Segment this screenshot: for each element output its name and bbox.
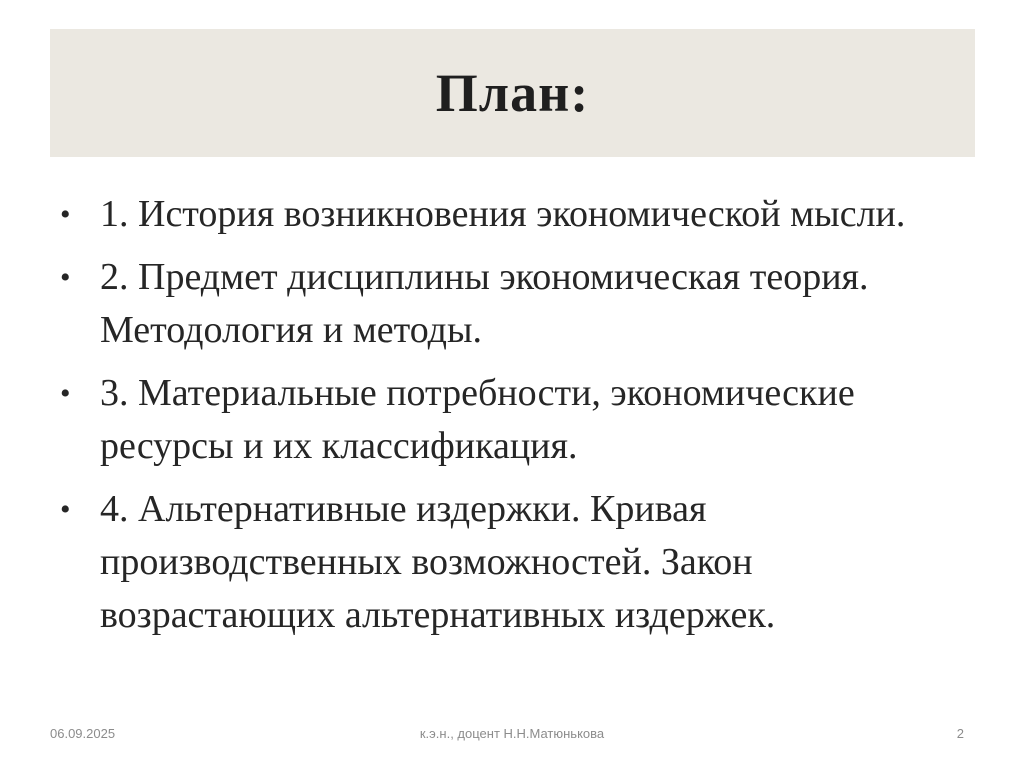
plan-list — [60, 188, 970, 652]
footer-date: 06.09.2025 — [50, 726, 116, 741]
plan-item-1 — [60, 188, 970, 241]
plan-item-2 — [60, 251, 970, 357]
title-band — [50, 29, 975, 157]
footer-page-number: 2 — [956, 726, 964, 741]
bullet-icon: • — [60, 493, 71, 526]
bullet-icon: • — [60, 261, 71, 294]
plan-item-4 — [60, 483, 970, 642]
slide-title: План: — [435, 63, 590, 123]
footer-author: к.э.н., доцент Н.Н.Матюнькова — [419, 726, 605, 741]
bullet-icon: • — [60, 198, 71, 231]
plan-item-text: 1. История возникновения экономической мысли. — [100, 193, 906, 235]
bullet-icon: • — [60, 377, 71, 410]
plan-item-3 — [60, 367, 970, 473]
plan-item-text: 2. Предмет дисциплины экономическая теория. Методология и методы. — [100, 256, 869, 351]
plan-item-text: 3. Материальные потребности, экономические ресурсы и их классификация. — [100, 372, 855, 467]
plan-item-text: 4. Альтернативные издержки. Кривая производственных возможностей. Закон возрастающих альтернативных издержек. — [100, 488, 776, 636]
